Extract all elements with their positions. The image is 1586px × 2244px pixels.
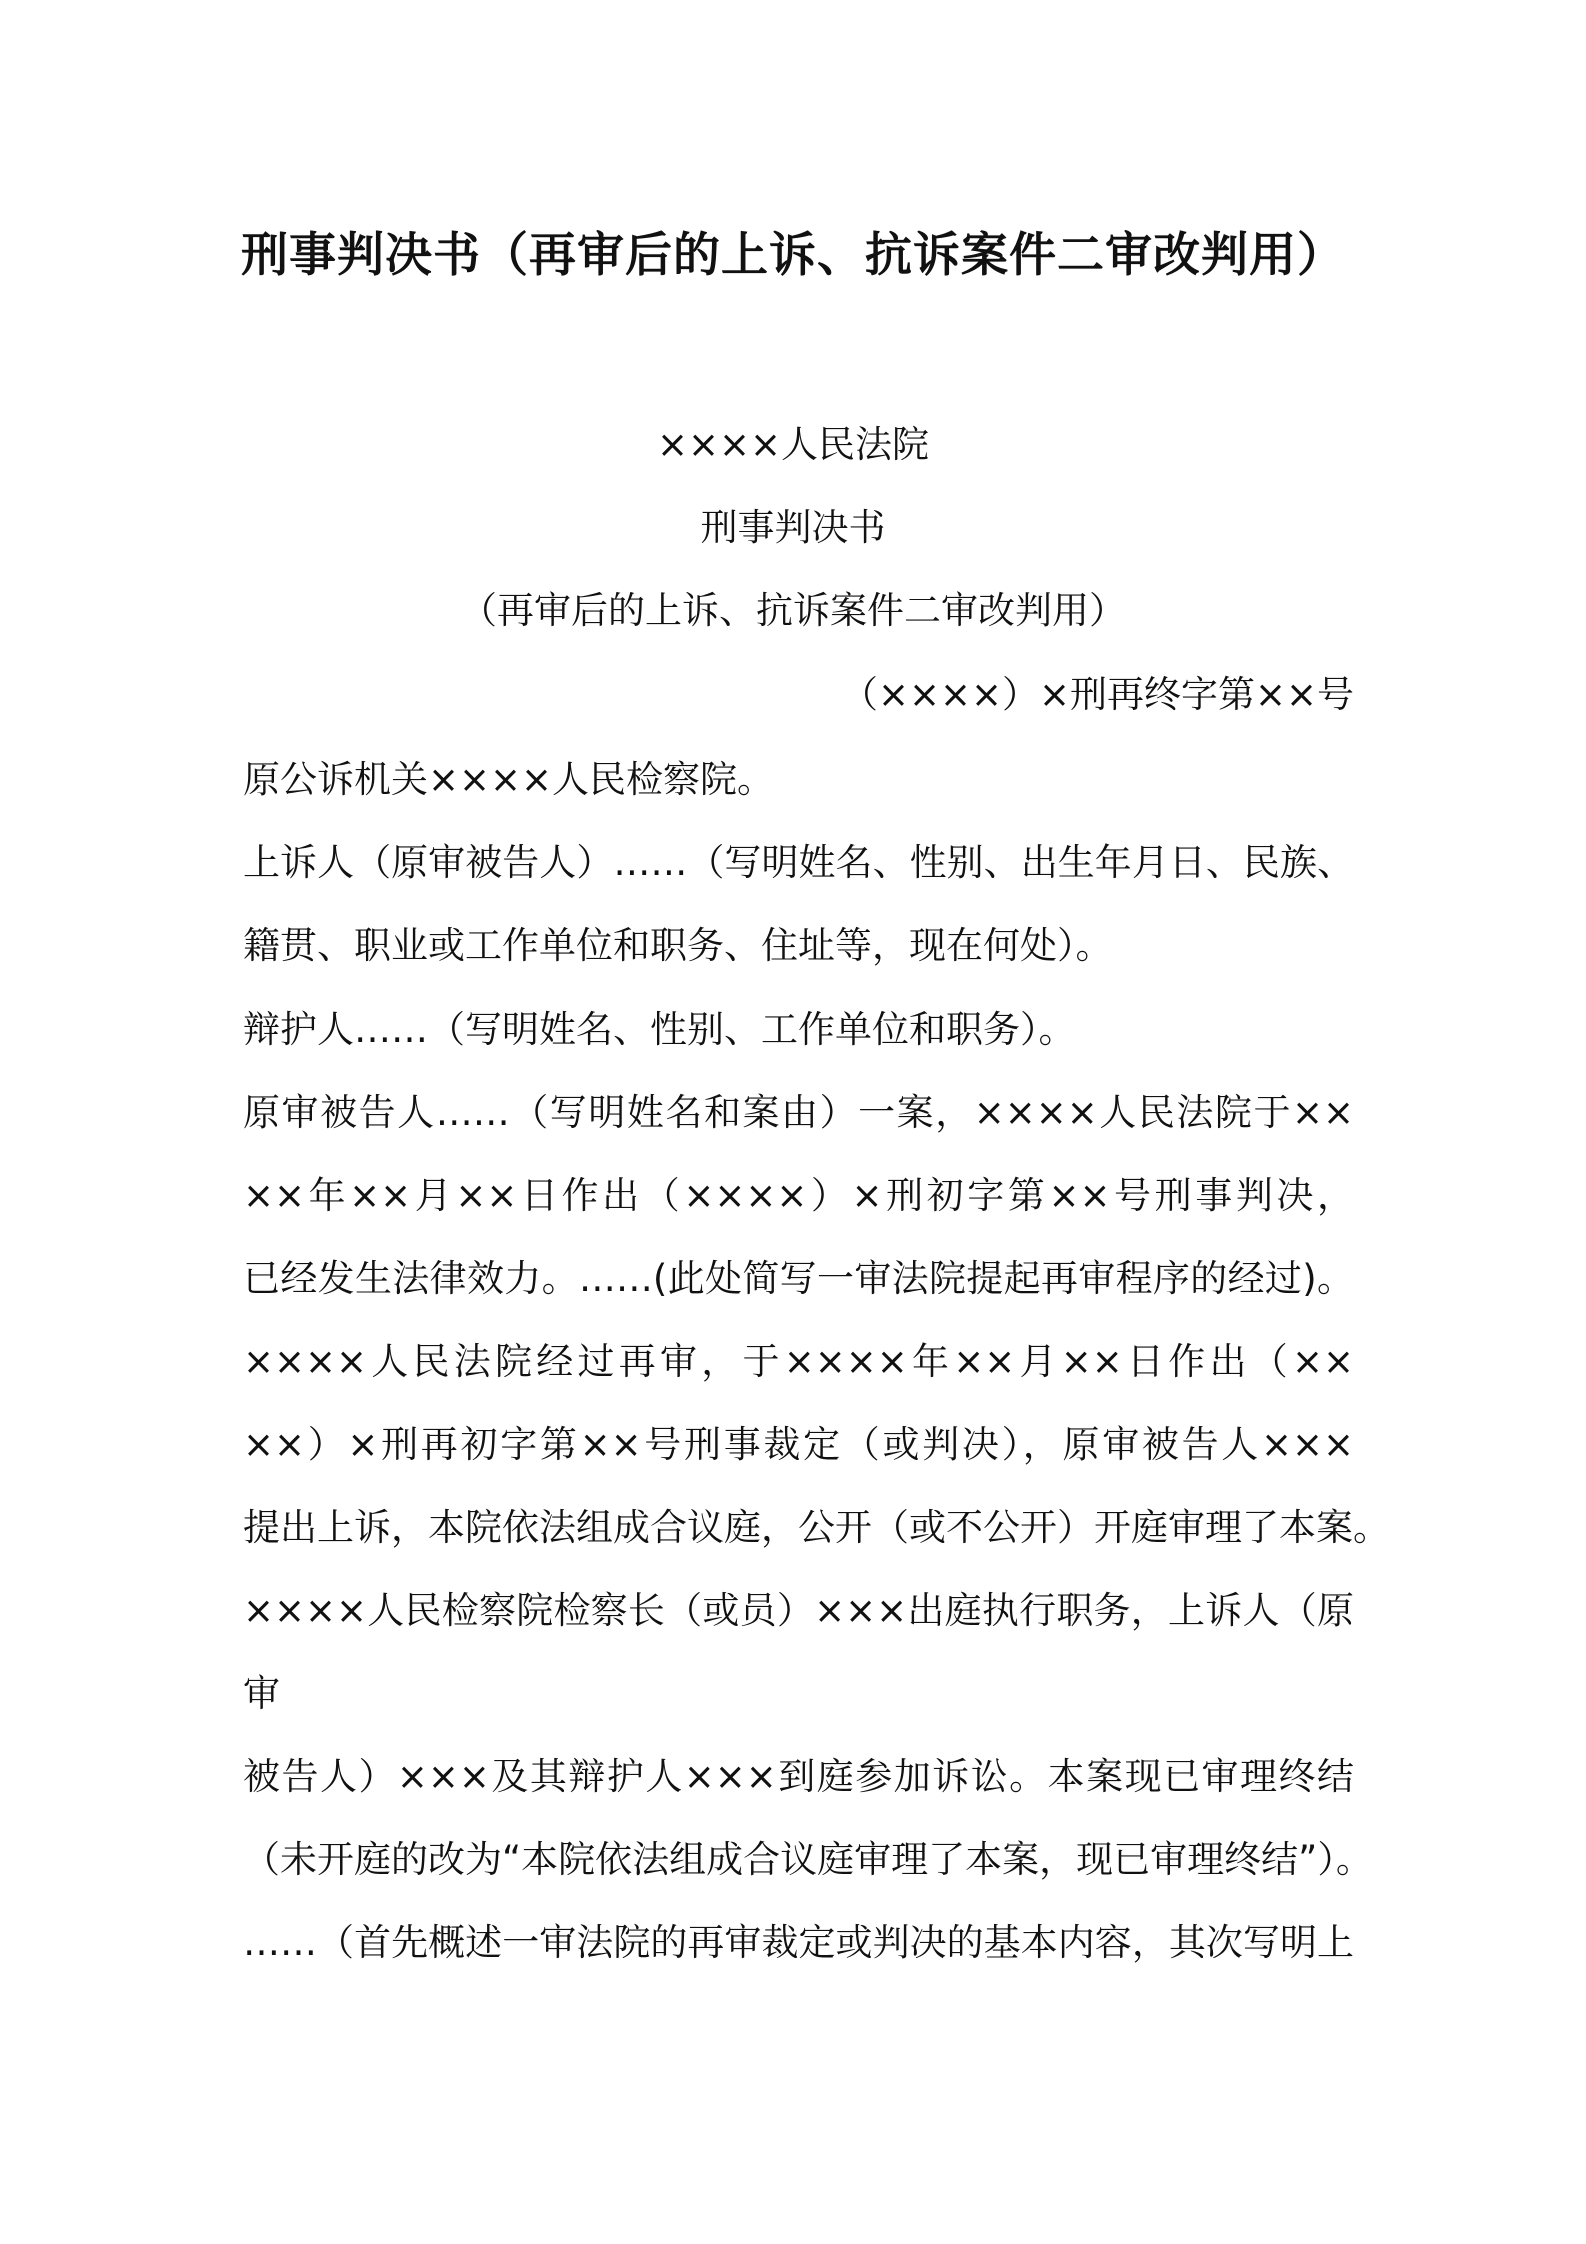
body-line-4: 辩护人……（写明姓名、性别、工作单位和职务）。	[243, 1008, 1076, 1051]
body-line-2: 上诉人（原审被告人）……（写明姓名、性别、出生年月日、民族、	[243, 841, 1354, 884]
court-name: ××××人民法院	[656, 423, 929, 466]
body-line-12: 审	[243, 1672, 280, 1715]
body-line-10: 提出上诉，本院依法组成合议庭，公开（或不公开）开庭审理了本案。	[243, 1506, 1390, 1549]
body-line-9: ××）×刑再初字第××号刑事裁定（或判决），原审被告人×××	[243, 1423, 1354, 1466]
body-line-8: ××××人民法院经过再审，于××××年××月××日作出（××	[243, 1340, 1354, 1383]
document-type: 刑事判决书	[700, 506, 886, 549]
document-title: 刑事判决书（再审后的上诉、抗诉案件二审改判用）	[241, 228, 1345, 283]
body-line-13: 被告人）×××及其辩护人×××到庭参加诉讼。本案现已审理终结	[243, 1755, 1354, 1798]
body-line-7: 已经发生法律效力。……(此处简写一审法院提起再审程序的经过)。	[243, 1257, 1354, 1300]
body-line-6: ××年××月××日作出（××××）×刑初字第××号刑事判决，	[243, 1174, 1354, 1217]
document-subtitle: （再审后的上诉、抗诉案件二审改判用）	[460, 589, 1126, 632]
body-line-14: （未开庭的改为“本院依法组成合议庭审理了本案，现已审理终结”）。	[243, 1838, 1373, 1881]
body-line-5: 原审被告人……（写明姓名和案由）一案，××××人民法院于××	[243, 1091, 1354, 1134]
body-line-11: ××××人民检察院检察长（或员）×××出庭执行职务，上诉人（原	[243, 1589, 1354, 1632]
case-number: （××××）×刑再终字第××号	[840, 673, 1354, 716]
body-line-15: ……（首先概述一审法院的再审裁定或判决的基本内容，其次写明上	[243, 1921, 1354, 1964]
body-line-3: 籍贯、职业或工作单位和职务、住址等，现在何处）。	[243, 924, 1113, 967]
body-line-1: 原公诉机关××××人民检察院。	[243, 758, 775, 801]
